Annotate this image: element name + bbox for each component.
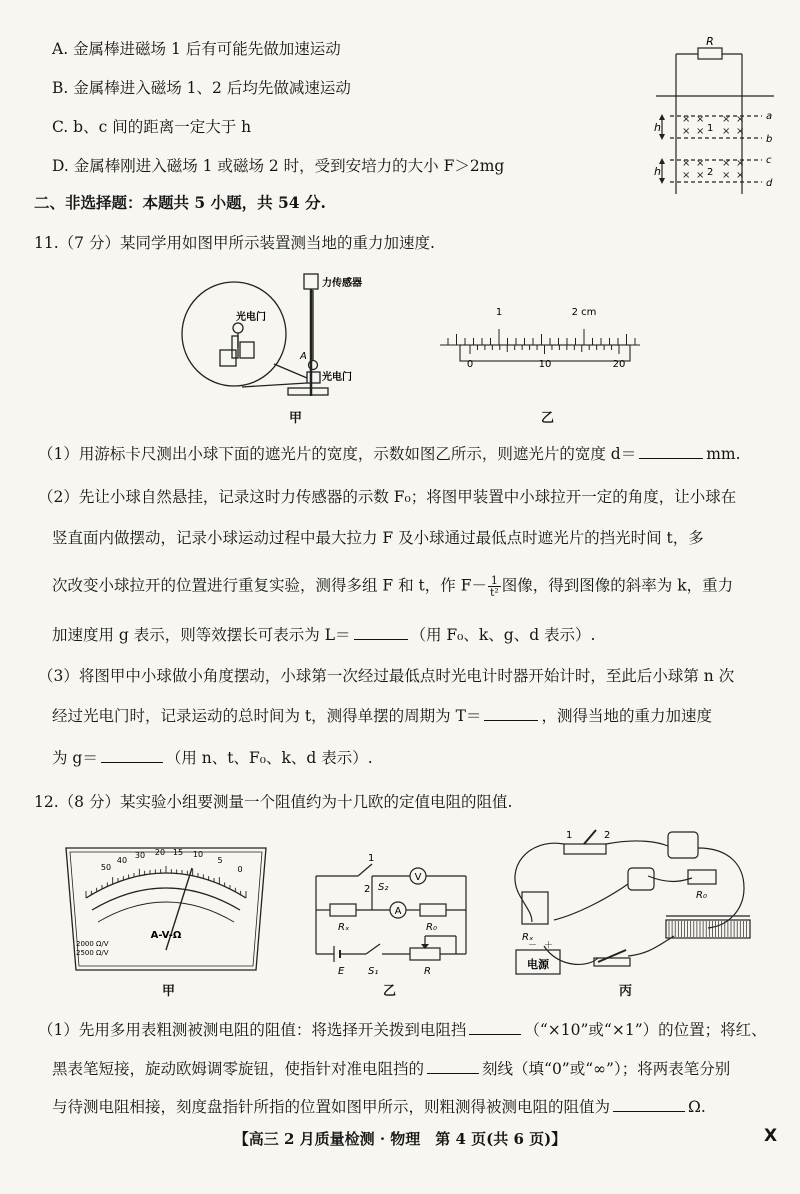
q12-part1-unit: Ω. (688, 1098, 706, 1116)
label-c: c (766, 155, 772, 166)
voltmeter-label: V (414, 872, 422, 883)
field-cross: × (696, 126, 705, 137)
q11-part2-line4-before: 加速度用 g 表示，则等效摆长可表示为 L＝ (52, 626, 351, 644)
scale-arc-outer (86, 873, 246, 898)
force-sensor (304, 274, 318, 289)
field-cross: × (696, 114, 705, 125)
q12-part1-line2-before: 黑表笔短接，旋动欧姆调零旋钮，使指针对准电阻挡的 (52, 1060, 425, 1078)
q10-option-b: B. 金属棒进入磁场 1、2 后均先做减速运动 (52, 79, 351, 97)
q12-part1-line2-after: 刻线（填“0”或“∞”）；将两表笔分别 (482, 1060, 731, 1078)
s2-label: S₂ (378, 882, 389, 893)
scale-label-0: 0 (237, 865, 243, 874)
main-tick-2cm: 2 cm (571, 307, 597, 318)
field-cross: × (722, 158, 731, 169)
page-footer: 【高三 2 月质量检测 · 物理 第 4 页(共 6 页)】 (233, 1130, 567, 1148)
resistor-r0-block (688, 870, 716, 884)
q11-part2-line4-after: （用 F₀、k、g、d 表示）. (410, 626, 596, 644)
ammeter-label: A (394, 906, 402, 917)
rheostat-r (410, 948, 440, 960)
q11-part3-line2 (52, 706, 712, 726)
q11-fig-jia (176, 268, 416, 408)
q11-stem: 11.（7 分）某同学用如图甲所示装置测当地的重力加速度. (34, 234, 435, 252)
resistor-rx (330, 904, 356, 916)
zoom-gate-label: 光电门 (236, 312, 266, 323)
q12-part1-line2 (52, 1059, 730, 1079)
blank-l[interactable] (354, 625, 408, 640)
bing-rx-label: Rₓ (522, 932, 534, 943)
q11-part1-unit: mm. (706, 445, 741, 463)
zoom-flag (232, 336, 238, 358)
q12-part1-line3 (52, 1097, 706, 1117)
q11-part2-line4 (52, 625, 596, 645)
fraction-one-over-t-squared (488, 575, 501, 598)
s1-label: S₁ (368, 966, 379, 977)
r0-label: R₀ (426, 922, 437, 933)
field1-label: 1 (707, 123, 714, 134)
rating-1: 2000 Ω/V (76, 940, 109, 948)
switch-s1 (366, 944, 380, 954)
field-cross: × (736, 114, 745, 125)
q11-part3-line2-before: 经过光电门时，记录运动的总时间为 t，测得单摆的周期为 T＝ (52, 707, 482, 725)
q12-fig-yi-caption: 乙 (383, 984, 397, 999)
q11-part3-line3 (52, 748, 373, 768)
scale-label-50: 50 (100, 863, 112, 872)
label-d: d (766, 178, 773, 189)
bing-pos1-label: 1 (566, 830, 573, 841)
q10-option-c: C. b、c 间的距离一定大于 h (52, 118, 252, 136)
field-cross: × (736, 170, 745, 181)
dial-label: A-V-Ω (150, 930, 182, 941)
switch-s2-knife (584, 830, 596, 844)
q10-field-figure (650, 34, 780, 199)
q11-part3-line1: （3）将图甲中小球做小角度摆动，小球第一次经过最低点时光电计时器开始计时，至此后小球第 n 次 (38, 667, 735, 685)
q11-part3-line3-before: 为 g＝ (52, 749, 98, 767)
q11-fig-yi-caliper (436, 303, 646, 369)
battery-e-label: E (338, 966, 345, 977)
footer-mark: X (764, 1126, 778, 1146)
field-cross: × (696, 170, 705, 181)
main-scale-ticks (448, 329, 635, 345)
label-b: b (766, 134, 773, 145)
blank-zero-mark[interactable] (427, 1059, 479, 1074)
base (288, 388, 328, 395)
bing-r0-label: R₀ (696, 890, 707, 901)
resistor-label: R (706, 35, 714, 48)
blank-d[interactable] (639, 444, 703, 459)
scale-arc-middle (92, 888, 240, 910)
zoom-gate-right (240, 342, 254, 358)
rx-label: Rₓ (338, 922, 350, 933)
scale-label-15: 15 (172, 848, 184, 857)
rating-2: 2500 Ω/V (76, 949, 109, 957)
h-label-1: h (654, 121, 661, 134)
label-a: a (766, 111, 773, 122)
fig-yi-caption: 乙 (541, 411, 555, 426)
q12-part1-line1-before: （1）先用多用表粗测被测电阻的阻值：将选择开关拨到电阻挡 (38, 1021, 467, 1039)
field-cross: × (736, 126, 745, 137)
resistor-r (698, 48, 722, 59)
q11-part2-line3-after: 图像，得到图像的斜率为 k，重力 (501, 576, 734, 595)
vernier-scale-ticks (470, 345, 619, 354)
fraction-den: t² (489, 586, 499, 599)
field-cross: × (722, 126, 731, 137)
scale-label-20: 20 (154, 848, 166, 857)
q11-part1 (38, 444, 741, 464)
h-label-2: h (654, 165, 661, 178)
battery-minus: － (528, 941, 538, 951)
field-cross: × (722, 114, 731, 125)
bing-pos2-label: 2 (604, 830, 611, 841)
q11-part2-line3-before: 次改变小球拉开的位置进行重复实验，测得多组 F 和 t，作 F－ (52, 576, 487, 595)
rheostat-label: R (424, 966, 431, 977)
blank-t[interactable] (484, 706, 538, 721)
zoom-circle (182, 282, 286, 386)
q10-option-a: A. 金属棒进磁场 1 后有可能先做加速运动 (52, 40, 341, 58)
q11-part3-line2-after: ，测得当地的重力加速度 (541, 707, 712, 725)
field-cross: × (682, 170, 691, 181)
q12-fig-yi-circuit (306, 852, 476, 978)
section2-title: 二、非选择题：本题共 5 小题，共 54 分. (34, 193, 326, 212)
meter-2 (628, 868, 654, 890)
q12-part1-line1-after: （“×10”或“×1”）的位置；将红、 (524, 1021, 767, 1039)
q12-part1-line3-before: 与待测电阻相接，刻度盘指针所指的位置如图甲所示，则粗测得被测电阻的阻值为 (52, 1098, 611, 1116)
photogate (307, 372, 320, 383)
vernier-tick-10: 10 (538, 359, 552, 369)
field-cross: × (696, 158, 705, 169)
q11-part1-text: （1）用游标卡尺测出小球下面的遮光片的宽度，示数如图乙所示，则遮光片的宽度 d＝ (38, 445, 637, 463)
blank-resistance[interactable] (613, 1097, 685, 1112)
q10-option-d: D. 金属棒刚进入磁场 1 或磁场 2 时，受到安培力的大小 F＞2mg (52, 157, 505, 175)
fig-jia-caption: 甲 (289, 411, 303, 426)
vernier-tick-0: 0 (466, 359, 474, 369)
q12-stem: 12.（8 分）某实验小组要测量一个阻值约为十几欧的定值电阻的阻值. (34, 793, 513, 811)
meter-1 (668, 832, 698, 858)
sensor-label: 力传感器 (322, 278, 362, 289)
field2-label: 2 (707, 167, 714, 178)
field-cross: × (736, 158, 745, 169)
point-a-label: A (300, 351, 307, 362)
field-cross: × (682, 114, 691, 125)
main-tick-1: 1 (495, 307, 503, 318)
field-cross: × (682, 126, 691, 137)
blank-range[interactable] (469, 1020, 521, 1035)
q11-part3-line3-after: （用 n、t、F₀、k、d 表示）. (165, 749, 373, 767)
scale-label-30: 30 (134, 851, 146, 860)
q11-part2-line1: （2）先让小球自然悬挂，记录这时力传感器的示数 F₀；将图甲装置中小球拉开一定的角度，让小球在 (38, 488, 737, 506)
battery-label: 电源 (527, 958, 549, 971)
q12-fig-jia-multimeter (60, 838, 272, 978)
q11-part2-line3 (52, 575, 733, 598)
switch-s1-knife (598, 950, 626, 962)
q12-fig-bing-physical (498, 818, 758, 978)
blank-g[interactable] (101, 748, 163, 763)
vernier-tick-20: 20 (612, 359, 626, 369)
resistor-rx-block (522, 892, 548, 924)
battery-plus: ＋ (544, 941, 554, 951)
q11-part2-line2: 竖直面内做摆动，记录小球运动过程中最大拉力 F 及小球通过最低点时遮光片的挡光时间 t，多 (52, 529, 704, 547)
scale-label-10: 10 (192, 850, 204, 859)
scale-label-40: 40 (116, 856, 128, 865)
resistor-r0 (420, 904, 446, 916)
q12-fig-bing-caption: 丙 (619, 984, 633, 999)
scale-label-5: 5 (217, 856, 223, 865)
q12-part1-line1 (38, 1020, 767, 1040)
switch-s2-base (564, 844, 606, 854)
rheostat-coil-turns (669, 921, 747, 937)
scale-arc-inner (98, 902, 234, 922)
field-cross: × (682, 158, 691, 169)
q12-fig-jia-caption: 甲 (162, 984, 176, 999)
fraction-num: 1 (488, 575, 501, 587)
switch-pos1-label: 1 (368, 853, 375, 864)
field-cross: × (722, 170, 731, 181)
switch-pos2-label: 2 (364, 884, 371, 895)
gate-label: 光电门 (322, 372, 352, 383)
